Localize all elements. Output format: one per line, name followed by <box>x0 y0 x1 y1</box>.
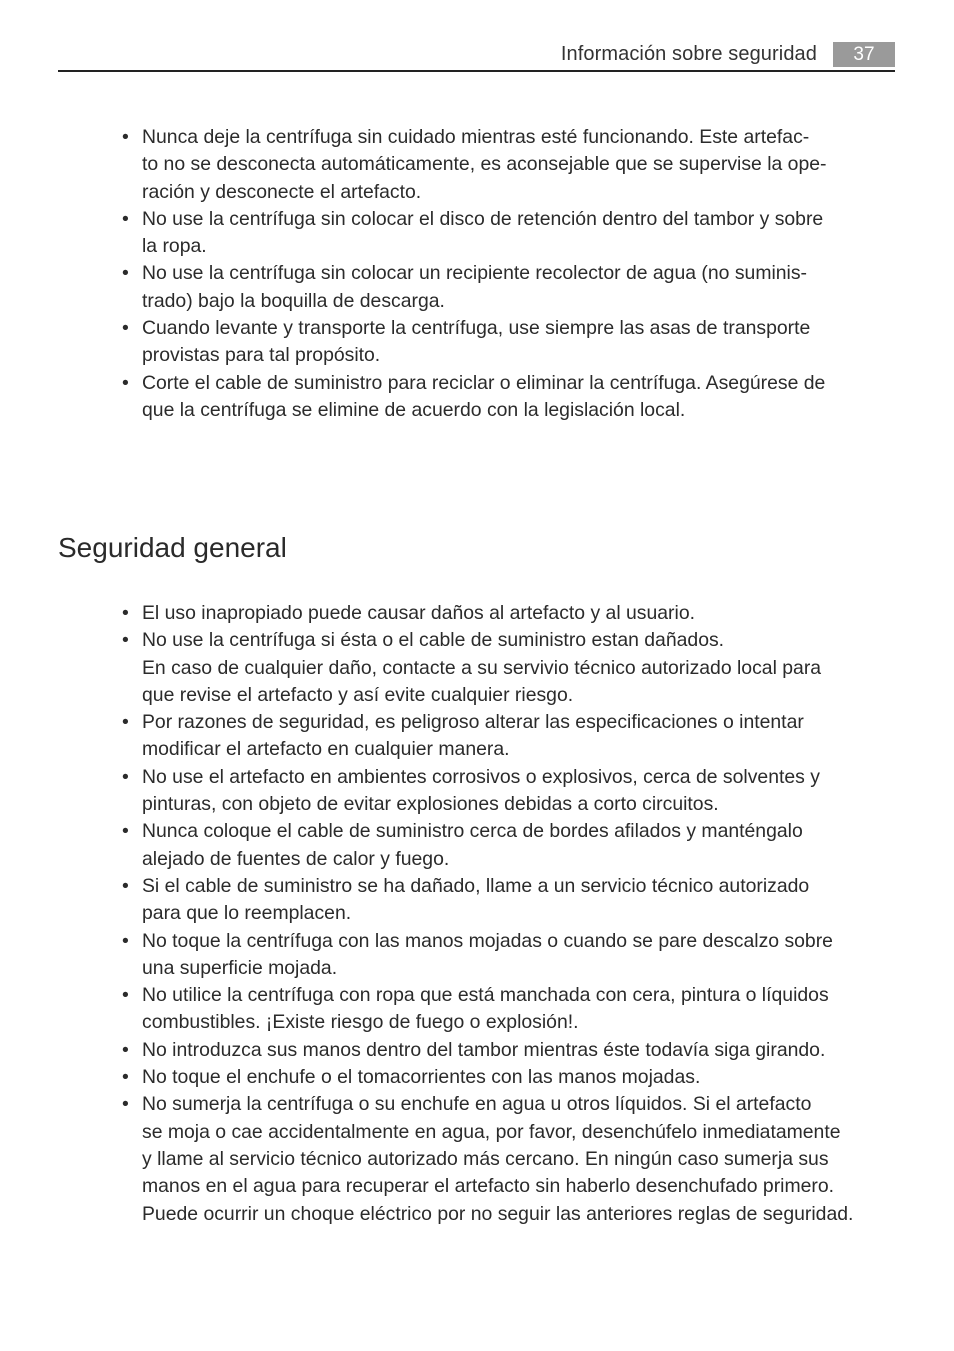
bullet-icon: • <box>122 929 129 952</box>
list-item-line: pinturas, con objeto de evitar explosiones debidas a corto circuitos. <box>142 793 719 816</box>
list-item-line: Cuando levante y transporte la centrífuga, use siempre las asas de transporte <box>142 317 811 340</box>
list-item-line: El uso inapropiado puede causar daños al artefacto y al usuario. <box>142 602 695 624</box>
bullet-icon: • <box>122 1066 129 1089</box>
section-title-general: Seguridad general <box>58 532 287 563</box>
list-item-line: Corte el cable de suministro para reciclar o eliminar la centrífuga. Asegúrese de <box>142 371 826 394</box>
list-item-line: que revise el artefacto y así evite cualquier riesgo. <box>142 683 574 706</box>
bullet-icon: • <box>122 1038 129 1061</box>
list-item-line: Si el cable de suministro se ha dañado, llame a un servicio técnico autorizado <box>142 874 810 897</box>
bullet-icon: • <box>122 765 129 788</box>
list-item <box>122 709 912 764</box>
list-item <box>122 764 912 819</box>
bullet-icon: • <box>122 1093 129 1116</box>
list-item <box>122 370 912 425</box>
list-item-line: No utilice la centrífuga con ropa que está manchada con cera, pintura o líquidos <box>142 984 829 1007</box>
list-item <box>122 1091 912 1227</box>
list-item-line: una superficie mojada. <box>142 956 338 979</box>
bullet-icon: • <box>122 629 129 652</box>
list-item-line: y llame al servicio técnico autorizado más cercano. En ningún caso sumerja sus <box>142 1147 829 1170</box>
list-item-line: Nunca deje la centrífuga sin cuidado mientras esté funcionando. Este artefac- <box>142 126 810 148</box>
list-item-line: Por razones de seguridad, es peligroso alterar las especificaciones o intentar <box>142 711 804 734</box>
list-item <box>122 873 912 928</box>
list-item <box>122 928 912 983</box>
page-number: 37 <box>833 42 895 67</box>
list-item <box>122 600 912 627</box>
top-safety-list <box>122 124 912 424</box>
list-item <box>122 124 912 206</box>
list-item <box>122 260 912 315</box>
list-item-line: que la centrífuga se elimine de acuerdo con la legislación local. <box>142 398 686 421</box>
list-item-line: modificar el artefacto en cualquier manera. <box>142 738 510 761</box>
list-item-line: No toque la centrífuga con las manos mojadas o cuando se pare descalzo sobre <box>142 929 833 952</box>
list-item-line: para que lo reemplacen. <box>142 902 352 925</box>
list-item-line: ración y desconecte el artefacto. <box>142 180 422 203</box>
bullet-icon: • <box>122 371 129 394</box>
list-item-line: Puede ocurrir un choque eléctrico por no seguir las anteriores reglas de seguridad. <box>142 1202 854 1225</box>
list-item-line: to no se desconecta automáticamente, es aconsejable que se supervise la ope- <box>142 153 827 176</box>
bullet-icon: • <box>122 262 129 285</box>
list-item-line: se moja o cae accidentalmente en agua, por favor, desenchúfelo inmediatamente <box>142 1120 841 1143</box>
list-item-line: provistas para tal propósito. <box>142 344 381 367</box>
header-title: Información sobre seguridad <box>560 43 817 65</box>
list-item <box>122 1064 912 1091</box>
list-item-line: combustibles. ¡Existe riesgo de fuego o explosión!. <box>142 1011 579 1034</box>
bullet-icon: • <box>122 602 129 624</box>
bullet-icon: • <box>122 126 129 148</box>
list-item <box>122 1037 912 1064</box>
list-item-line: En caso de cualquier daño, contacte a su servivio técnico autorizado local para <box>142 656 822 679</box>
bullet-icon: • <box>122 711 129 734</box>
bullet-icon: • <box>122 984 129 1007</box>
list-item-line: la ropa. <box>142 235 207 258</box>
list-item-line: No use la centrífuga sin colocar el disco de retención dentro del tambor y sobre <box>142 207 824 230</box>
general-safety-list <box>122 600 912 1228</box>
list-item-line: No use el artefacto en ambientes corrosivos o explosivos, cerca de solventes y <box>142 765 820 788</box>
list-item-line: trado) bajo la boquilla de descarga. <box>142 289 445 312</box>
list-item-line: manos en el agua para recuperar el artefacto sin haberlo desenchufado primero. <box>142 1175 835 1198</box>
list-item-line: No introduzca sus manos dentro del tambor mientras éste todavía siga girando. <box>142 1038 826 1061</box>
list-item-line: No toque el enchufe o el tomacorrientes con las manos mojadas. <box>142 1066 701 1089</box>
list-item <box>122 627 912 709</box>
list-item <box>122 982 912 1037</box>
list-item-line: Nunca coloque el cable de suministro cerca de bordes afilados y manténgalo <box>142 820 803 843</box>
bullet-icon: • <box>122 820 129 843</box>
list-item <box>122 818 912 873</box>
list-item-line: No use la centrífuga sin colocar un recipiente recolector de agua (no suminis- <box>142 262 808 285</box>
bullet-icon: • <box>122 874 129 897</box>
bullet-icon: • <box>122 207 129 230</box>
list-item-line: No sumerja la centrífuga o su enchufe en agua u otros líquidos. Si el artefacto <box>142 1093 812 1116</box>
list-item <box>122 206 912 261</box>
bullet-icon: • <box>122 317 129 340</box>
page-header <box>58 40 895 72</box>
list-item-line: No use la centrífuga si ésta o el cable de suministro estan dañados. <box>142 629 725 652</box>
list-item <box>122 315 912 370</box>
list-item-line: alejado de fuentes de calor y fuego. <box>142 847 450 870</box>
